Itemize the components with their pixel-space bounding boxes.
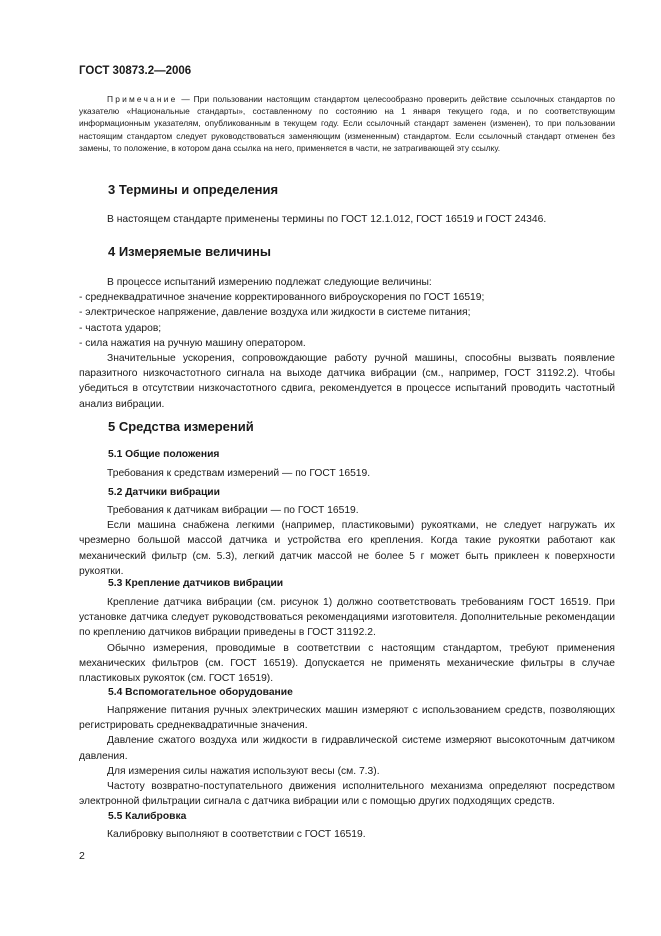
note-paragraph <box>79 93 615 154</box>
paragraph: В процессе испытаний измерению подлежат следующие величины: <box>107 277 432 288</box>
paragraph: Значительные ускорения, сопровождающие работу ручной машины, способны вызвать появление паразитного низкочастотного сигнала на выходе датчика вибрации (см., например, ГОСТ 31192.2). Чтобы убедиться в отсутствии низкочастотного сдвига, рекомендуется в процессе испытаний проводить частотный анализ вибрации. <box>79 353 615 410</box>
subsection-5-5-title: 5.5 Калибровка <box>108 811 187 822</box>
reference-note <box>79 93 615 154</box>
subsection-5-3-body <box>79 595 615 686</box>
paragraph: Давление сжатого воздуха или жидкости в гидравлической системе измеряют высокоточным датчиком давления. <box>79 735 615 762</box>
subsection-5-3-title: 5.3 Крепление датчиков вибрации <box>108 578 284 589</box>
subsection-5-1-title: 5.1 Общие положения <box>108 449 220 460</box>
section-3-title: 3 Термины и определения <box>108 182 279 197</box>
document-header: ГОСТ 30873.2—2006 <box>79 65 192 77</box>
paragraph: Обычно измерения, проводимые в соответствии с настоящим стандартом, требуют применения механических фильтров (см. ГОСТ 16519). Допускается не применять механические фильтры в случае пластиковых рукояток (см. ГОСТ 16519). <box>79 642 615 685</box>
note-text: — При пользовании настоящим стандартом целесообразно проверить действие ссылочных стандартов по указателю «Национальные стандарты», составленному по состоянию на 1 января текущего года, и по соответствующим информационным указателям, опубликованным в текущем году. Если ссылочный стандарт заменен (изменен), то при пользовании настоящим стандартом следует руководствоваться заменяющим (измененным) стандартом. Если ссылочный стандарт отменен без замены, то положение, в котором дана ссылка на него, применяется в части, не затрагивающей эту ссылку. <box>79 94 615 153</box>
section-4-body <box>79 275 615 412</box>
paragraph: Если машина снабжена легкими (например, пластиковыми) рукоятками, не следует нагружать их чрезмерно большой массой датчика и устройства его крепления. Когда такие рукоятки работают как механический фильтр (см. 5.3), легкий датчик массой не более 5 г может быть приклеен к поверхности рукоятки. <box>79 520 615 577</box>
paragraph: Для измерения силы нажатия используют весы (см. 7.3). <box>107 765 380 777</box>
section-5-title: 5 Средства измерений <box>108 419 254 434</box>
subsection-5-4-body <box>79 703 615 809</box>
list-item: - сила нажатия на ручную машину оператором. <box>79 337 306 349</box>
subsection-5-4-title: 5.4 Вспомогательное оборудование <box>108 687 293 698</box>
paragraph: Требования к средствам измерений — по ГОСТ 16519. <box>107 468 371 479</box>
subsection-5-5-body <box>79 827 615 842</box>
list-item: - электрическое напряжение, давление воздуха или жидкости в системе питания; <box>79 307 471 319</box>
page-number: 2 <box>79 850 85 862</box>
paragraph: Напряжение питания ручных электрических машин измеряют с использованием средств, позволяющих регистрировать среднеквадратичные значения. <box>79 705 615 732</box>
subsection-5-2-body <box>79 503 615 579</box>
list-item: - среднеквадратичное значение корректированного виброускорения по ГОСТ 16519; <box>79 292 485 304</box>
paragraph: Требования к датчикам вибрации — по ГОСТ 16519. <box>107 505 359 516</box>
paragraph: Частоту возвратно-поступательного движения исполнительного механизма определяют посредством электронной фильтрации сигнала с датчика вибрации или с помощью других подходящих средств. <box>79 781 615 808</box>
note-label: Примечание <box>107 94 178 104</box>
paragraph: Калибровку выполняют в соответствии с ГОСТ 16519. <box>107 829 366 840</box>
list-item: - частота ударов; <box>79 322 162 334</box>
section-3-body <box>79 212 615 227</box>
subsection-5-1-body <box>79 466 615 481</box>
paragraph: Крепление датчика вибрации (см. рисунок 1) должно соответствовать требованиям ГОСТ 16519. При установке датчика следует руководствоваться рекомендациями изготовителя. Дополнительные рекомендации по креплению датчиков вибрации приведены в ГОСТ 31192.2. <box>79 597 615 639</box>
section-4-title: 4 Измеряемые величины <box>108 244 271 259</box>
subsection-5-2-title: 5.2 Датчики вибрации <box>108 487 220 498</box>
paragraph: В настоящем стандарте применены термины по ГОСТ 12.1.012, ГОСТ 16519 и ГОСТ 24346. <box>107 214 547 225</box>
